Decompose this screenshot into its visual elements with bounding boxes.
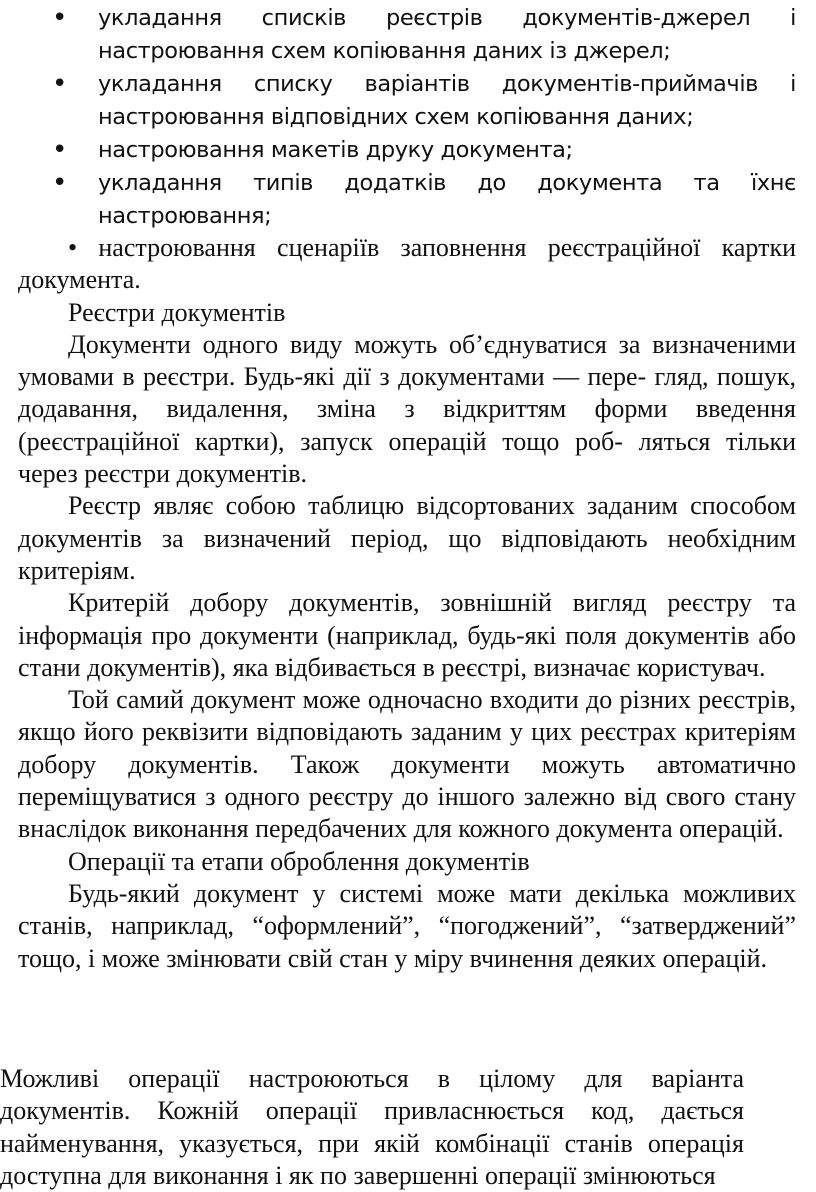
- bullet-list: [52, 2, 796, 233]
- paragraph-multiple-registers: Той самий документ може одночасно входити до різних реєстрів, якщо його реквізити відповідають заданим у цих реєстрах критеріям добору документів. Також документи можуть автоматично переміщуватися з одного реєстру до іншого залежно від свого стану внаслідок виконання передбачених для кожного документа операцій.: [18, 685, 796, 844]
- bullet-item-print-layouts: • настроювання макетів друку документа;: [52, 134, 796, 167]
- body-text: [18, 232, 796, 975]
- paragraph-document-states: Будь-який документ у системі може мати декілька можливих станів, наприклад, “оформлений”, “погоджений”, “затверджений” тощо, і може змінювати свій стан у міру вчинення деяких операцій.: [18, 878, 796, 973]
- paragraph-registers-intro: Документи одного виду можуть об’єднуватися за визначеними умовами в реєстри. Будь-які дії з документами — пере- гляд, пошук, додавання, видалення, зміна з відкриттям форми введення (реєстраційної картки), запуск операцій тощо роб- ляться тільки через реєстри документів.: [18, 329, 796, 489]
- paragraph-register-definition: Реєстр являє собою таблицю відсортованих заданим способом документів за визначений період, що відповідають необхідним критеріям.: [18, 491, 796, 585]
- paragraph-scenarios: • настроювання сценаріїв заповнення реєстраційної картки документа.: [18, 233, 796, 295]
- tail-text: [0, 1063, 744, 1192]
- section-heading-registers: Реєстри документів: [68, 297, 286, 327]
- paragraph-operations-setup: Можливі операції настроюються в цілому для варіанта документів. Кожній операції привласнюється код, дається найменування, указується, при якій комбінації станів операція доступна для виконання і як по завершенні операції змінюються: [0, 1064, 744, 1190]
- paragraph-selection-criteria: Критерій добору документів, зовнішній вигляд реєстру та інформація про документи (наприклад, будь-які поля документів або стани документів), яка відбивається в реєстрі, визначає користувач.: [18, 588, 796, 682]
- bullet-item-receivers: • укладання списку варіантів документів-приймачів і настроювання відповідних схем копіювання даних;: [52, 68, 796, 134]
- bullet-item-sources: • укладання списків реєстрів документів-джерел і настроювання схем копіювання даних із джерел;: [52, 2, 796, 68]
- section-heading-operations: Операції та етапи оброблення документів: [68, 846, 530, 876]
- bullet-item-attachments: • укладання типів додатків до документа та їхнє настроювання;: [52, 167, 796, 233]
